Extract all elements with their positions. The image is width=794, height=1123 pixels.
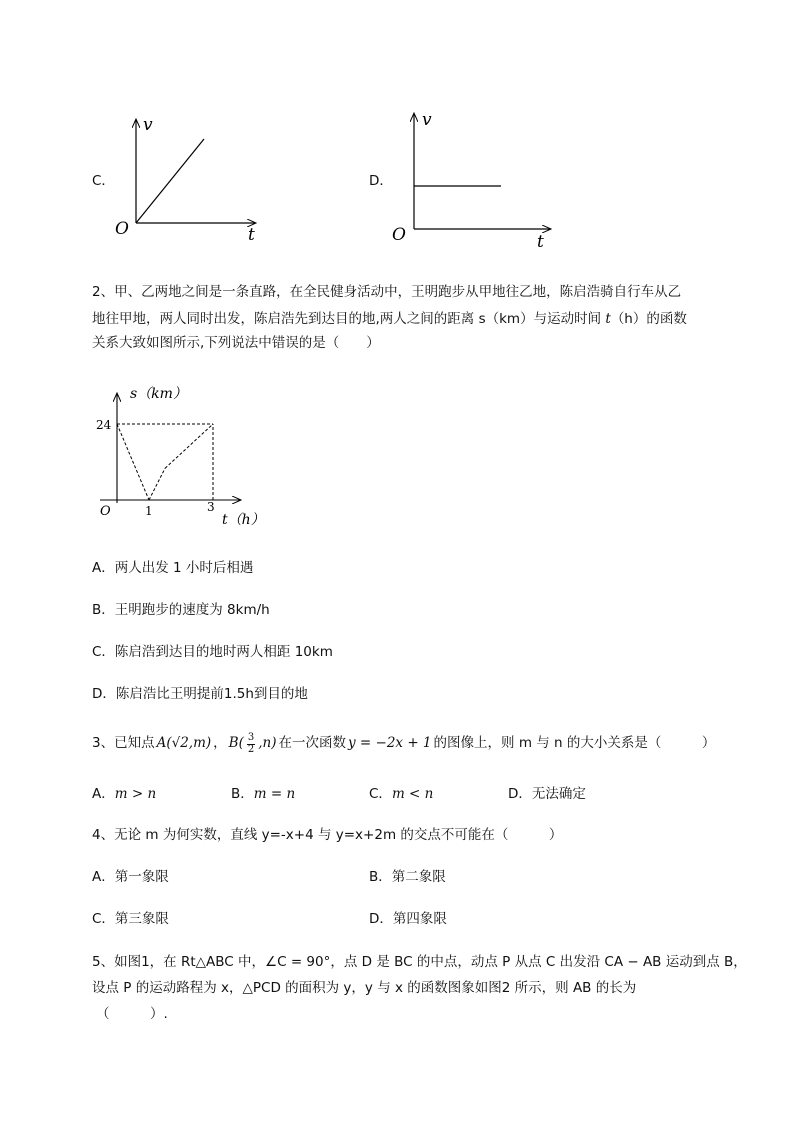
q2-line-3: 关系大致如图所示,下列说法中错误的是（ ） [92, 335, 380, 351]
q2-option-a: A．两人出发 1 小时后相遇 [92, 560, 254, 576]
q4-option-a: A．第一象限 [92, 869, 169, 885]
q4-option-d: D．第四象限 [369, 911, 447, 927]
q5-line-3: （ ）. [96, 1006, 168, 1022]
q2-x-label: t（h） [222, 512, 265, 528]
q2-x-tick-1: 1 [145, 504, 153, 518]
q3-option-d: D．无法确定 [508, 786, 586, 802]
q4-option-c: C．第三象限 [92, 911, 169, 927]
graph-d-t-label: t [537, 232, 544, 251]
q3-function: y = −2x + 1 [348, 735, 432, 752]
option-d-label: D． [369, 173, 393, 189]
q4-option-b: B．第二象限 [369, 869, 446, 885]
q3-option-b: B．m = n [231, 786, 296, 802]
q3-option-a: A．m > n [92, 786, 157, 802]
graph-c-t-label: t [248, 225, 255, 245]
q2-x-tick-3: 3 [207, 500, 215, 514]
q2-origin: O [100, 504, 111, 519]
q5-line-1: 5、如图1，在 Rt△ABC 中，∠C = 90°，点 D 是 BC 的中点，动点 P 从点 C 出发沿 CA − AB 运动到点 B， [92, 954, 747, 970]
graph-c [105, 110, 265, 245]
graph-c-line [136, 139, 204, 223]
q3-stem: 3、已知点 A(√2,m) ， B( 3 2 ,n) 在一次函数 y = −2x + 1 的图像上，则 m 与 n 的大小关系是（ ） [92, 732, 716, 755]
q2-option-d: D．陈启浩比王明提前1.5h到目的地 [92, 686, 308, 702]
q2-y-tick-24: 24 [96, 418, 112, 432]
q5-line-2: 设点 P 的运动路程为 x，△PCD 的面积为 y，y 与 x 的函数图象如图2 所示，则 AB 的长为 [92, 980, 637, 996]
q3-option-c: C．m < n [369, 786, 434, 802]
graph-d [385, 106, 555, 251]
q4-stem: 4、无论 m 为何实数，直线 y=-x+4 与 y=x+2m 的交点不可能在（ ） [92, 827, 563, 843]
graph-c-origin: O [115, 219, 129, 239]
q2-series-segment [117, 424, 149, 500]
q2-series-segment [149, 468, 165, 500]
q2-chart [90, 378, 270, 533]
option-c-label: C． [92, 173, 115, 189]
q3-point-a: A(√2,m) [156, 735, 212, 752]
graph-c-v-label: v [143, 115, 153, 135]
q2-series-segment [165, 424, 213, 468]
q2-line-2: 地往甲地，两人同时出发，陈启浩先到达目的地,两人之间的距离 s（km）与运动时间 t（h）的函数 [92, 311, 687, 327]
graph-d-origin: O [392, 225, 406, 245]
q3-fraction: 3 2 [247, 732, 255, 755]
q2-option-c: C．陈启浩到达目的地时两人相距 10km [92, 644, 333, 660]
q2-line-1: 2、甲、乙两地之间是一条直路，在全民健身活动中，王明跑步从甲地往乙地，陈启浩骑自行车从乙 [92, 284, 682, 300]
q2-option-b: B．王明跑步的速度为 8km/h [92, 602, 270, 618]
graph-d-v-label: v [422, 110, 432, 130]
q2-y-label: s（km） [130, 386, 187, 402]
